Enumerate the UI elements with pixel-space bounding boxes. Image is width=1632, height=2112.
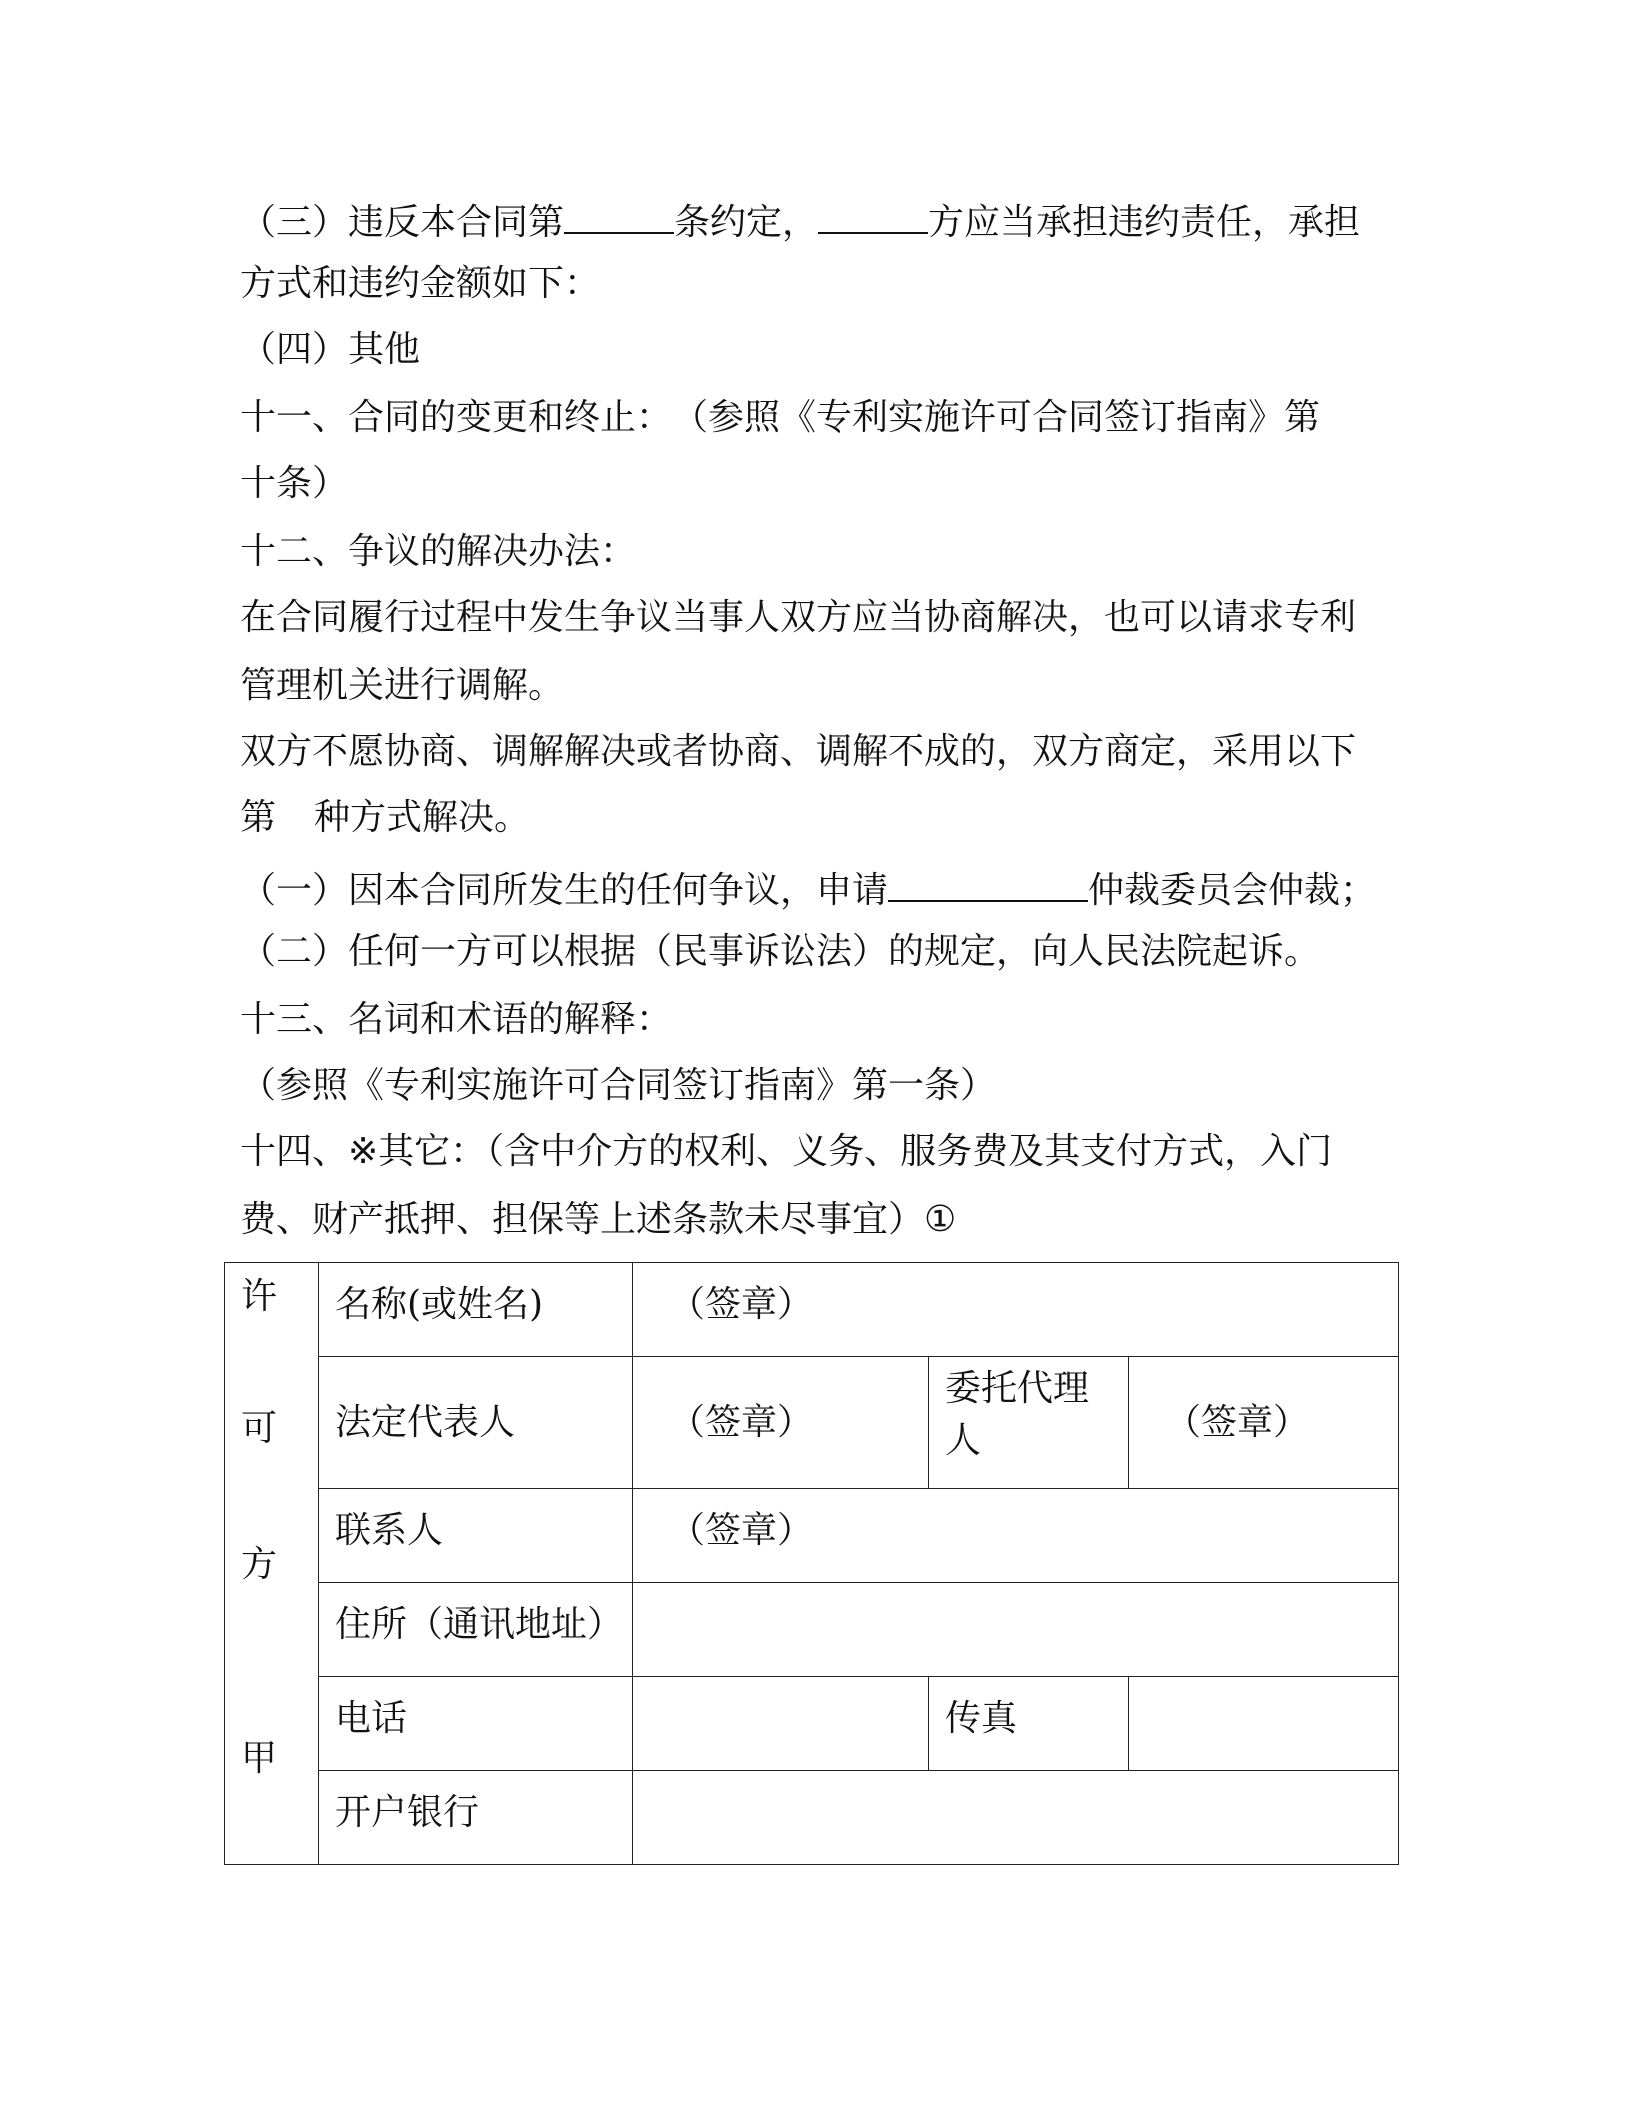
text: （一）因本合同所发生的任何争议，申请 xyxy=(240,870,889,911)
licensor-signature-table xyxy=(224,1262,1399,1865)
paragraph-arbitration xyxy=(240,864,1390,913)
paragraph-line: （二）任何一方可以根据（民事诉讼法）的规定，向人民法院起诉。 xyxy=(240,931,1321,972)
bank-label: 开户银行 xyxy=(319,1771,633,1865)
phone-label: 电话 xyxy=(319,1677,633,1771)
fax-label: 传真 xyxy=(929,1677,1129,1771)
phone-field[interactable] xyxy=(633,1677,929,1771)
bank-field[interactable] xyxy=(633,1771,1399,1865)
address-label: 住所（通讯地址） xyxy=(319,1583,633,1677)
paragraph-line: （参照《专利实施许可合同签订指南》第一条） xyxy=(240,1065,997,1106)
side-char: 许 xyxy=(241,1276,278,1317)
licensor-side-label xyxy=(225,1263,319,1865)
paragraph-line: 费、财产抵押、担保等上述条款未尽事宜）① xyxy=(240,1199,957,1240)
text: 方应当承担违约责任，承担 xyxy=(928,202,1361,243)
name-label: 名称(或姓名) xyxy=(319,1263,633,1357)
paragraph-breach-clause xyxy=(240,196,1390,245)
text: 条约定， xyxy=(674,202,819,243)
legal-rep-sign-field[interactable]: （签章） xyxy=(633,1357,929,1489)
paragraph-line: 管理机关进行调解。 xyxy=(240,665,565,706)
legal-rep-label: 法定代表人 xyxy=(319,1357,633,1489)
section-heading-11: 十一、合同的变更和终止： （参照《专利实施许可合同签订指南》第 xyxy=(240,397,1321,438)
text: 种方式解决。 xyxy=(314,797,531,838)
text: 第 xyxy=(240,797,277,838)
side-char: 甲 xyxy=(241,1738,278,1779)
side-char: 可 xyxy=(241,1408,278,1449)
paragraph-line: （四）其他 xyxy=(240,329,421,370)
contact-label: 联系人 xyxy=(319,1489,633,1583)
text: 仲裁委员会仲裁； xyxy=(1088,870,1377,911)
paragraph-line: 在合同履行过程中发生争议当事人双方应当协商解决，也可以请求专利 xyxy=(240,597,1357,638)
section-heading-12: 十二、争议的解决办法： xyxy=(240,531,637,572)
paragraph-line: 方式和违约金额如下： xyxy=(240,263,601,304)
paragraph-method-choice xyxy=(240,796,1390,840)
blank-clause-number xyxy=(564,196,674,234)
side-char: 方 xyxy=(241,1544,278,1585)
paragraph-line: 双方不愿协商、调解解决或者协商、调解不成的，双方商定，采用以下 xyxy=(240,731,1357,772)
contact-sign-field[interactable]: （签章） xyxy=(633,1489,1399,1583)
section-heading-14: 十四、※其它：（含中介方的权利、义务、服务费及其支付方式，入门 xyxy=(240,1131,1333,1172)
section-heading-13: 十三、名词和术语的解释： xyxy=(240,999,673,1040)
blank-arbitration-commission xyxy=(888,864,1088,902)
text: （三）违反本合同第 xyxy=(240,202,565,243)
name-sign-field[interactable]: （签章） xyxy=(633,1263,1399,1357)
agent-label: 委托代理人 xyxy=(929,1357,1129,1489)
agent-sign-field[interactable]: （签章） xyxy=(1129,1357,1399,1489)
address-field[interactable] xyxy=(633,1583,1399,1677)
fax-field[interactable] xyxy=(1129,1677,1399,1771)
paragraph-line: 十条） xyxy=(240,463,349,504)
blank-party xyxy=(818,196,928,234)
